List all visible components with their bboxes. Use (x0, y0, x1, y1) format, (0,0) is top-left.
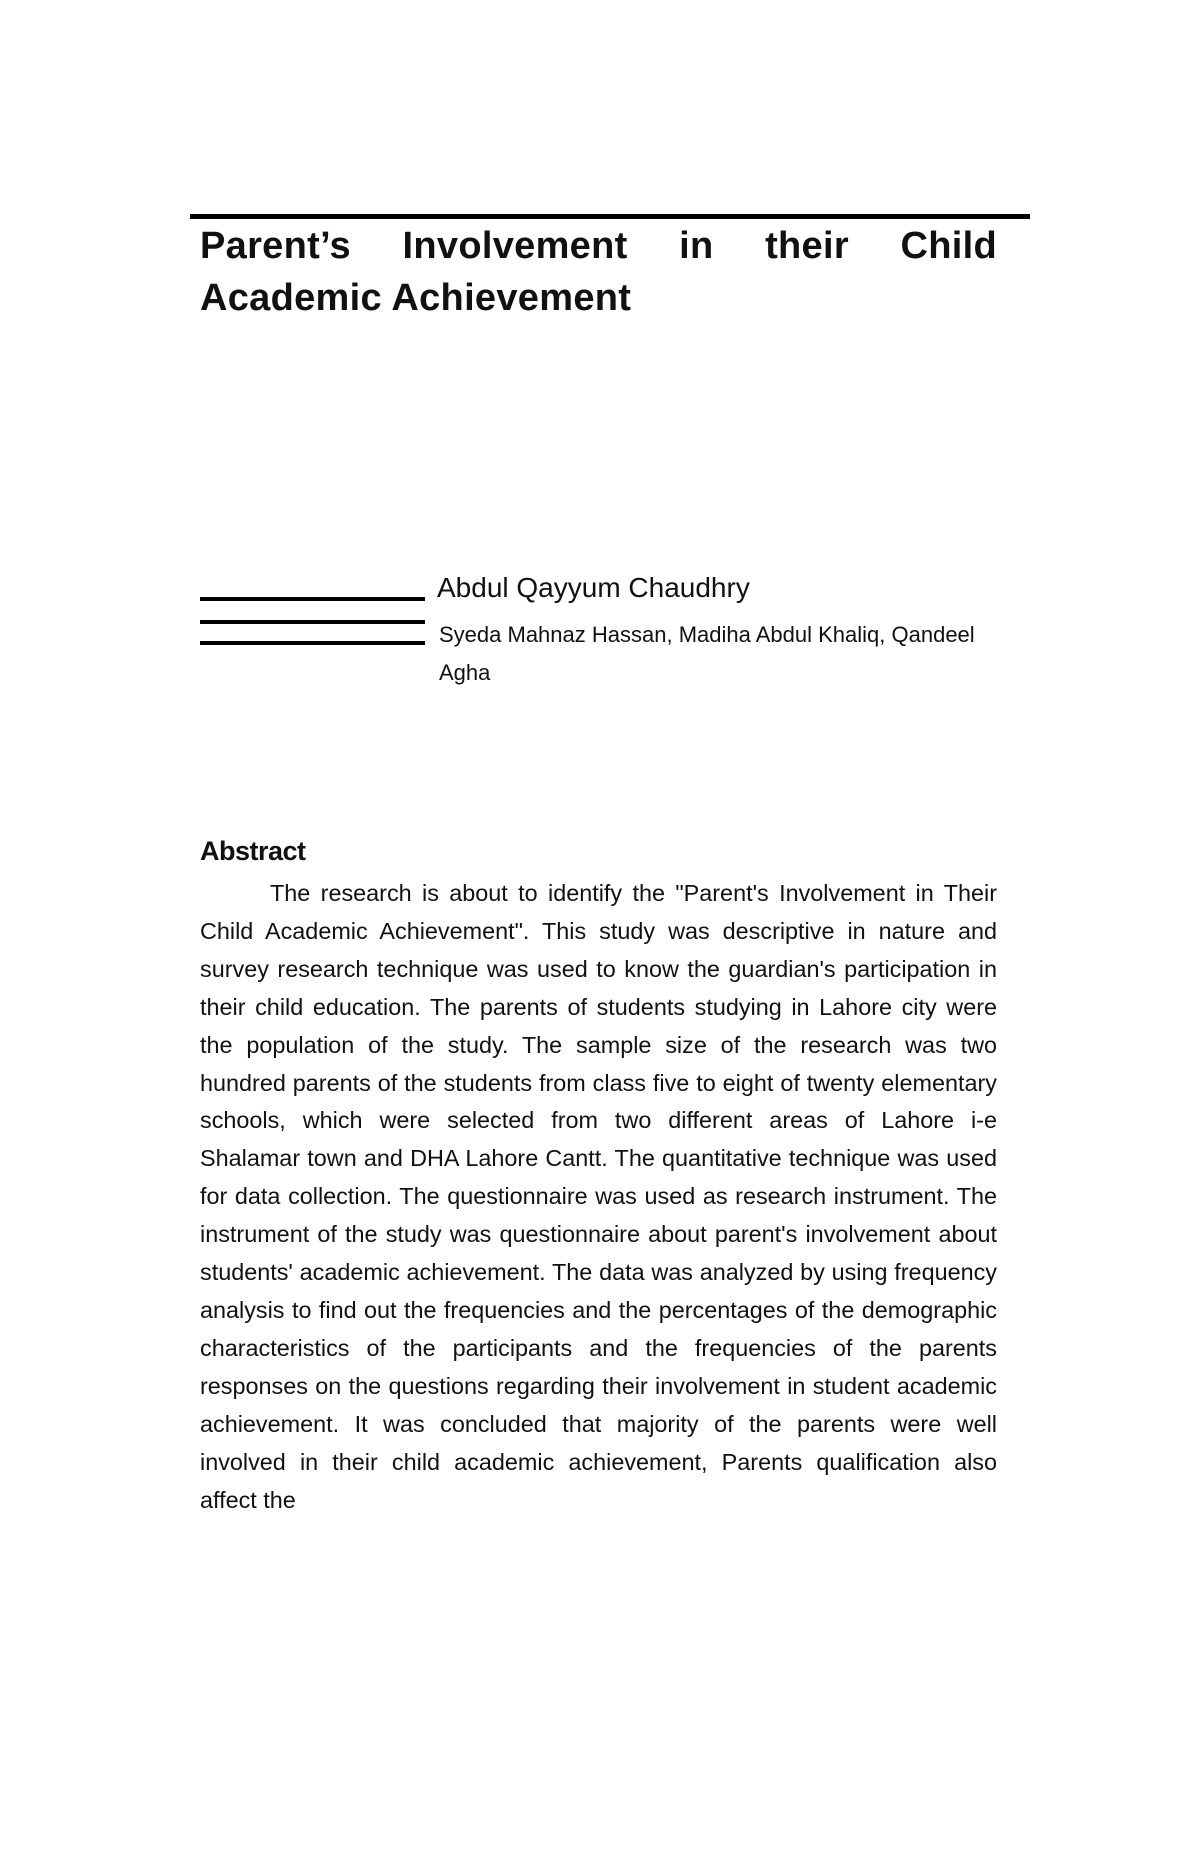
abstract-body: The research is about to identify the "Parent's Involvement in Their Child Academic Achievement". This study was descriptive in nature and survey research technique was used to know the guardian's participation in their child education. The parents of students studying in Lahore city were the population of the study. The sample size of the research was two hundred parents of the students from class five to eight of twenty elementary schools, which were selected from two different areas of Lahore i-e Shalamar town and DHA Lahore Cantt. The quantitative technique was used for data collection. The questionnaire was used as research instrument. The instrument of the study was questionnaire about parent's involvement about students' academic achievement. The data was analyzed by using frequency analysis to find out the frequencies and the percentages of the demographic characteristics of the participants and the frequencies of the parents responses on the questions regarding their involvement in student academic achievement. It was concluded that majority of the parents were well involved in their child academic achievement, Parents qualification also affect the (200, 880, 997, 1513)
author-rule-3 (200, 641, 425, 645)
author-decorative-rules (200, 597, 425, 664)
abstract-heading: Abstract (200, 836, 306, 866)
author-rule-1 (200, 597, 425, 601)
primary-author: Abdul Qayyum Chaudhry (437, 572, 750, 603)
paper-title: Parent’s Involvement in their Child Academic Achievement (200, 225, 997, 319)
author-rule-2 (200, 620, 425, 624)
co-authors: Syeda Mahnaz Hassan, Madiha Abdul Khaliq, Qandeel Agha (439, 622, 975, 685)
title-top-rule (190, 214, 1030, 219)
